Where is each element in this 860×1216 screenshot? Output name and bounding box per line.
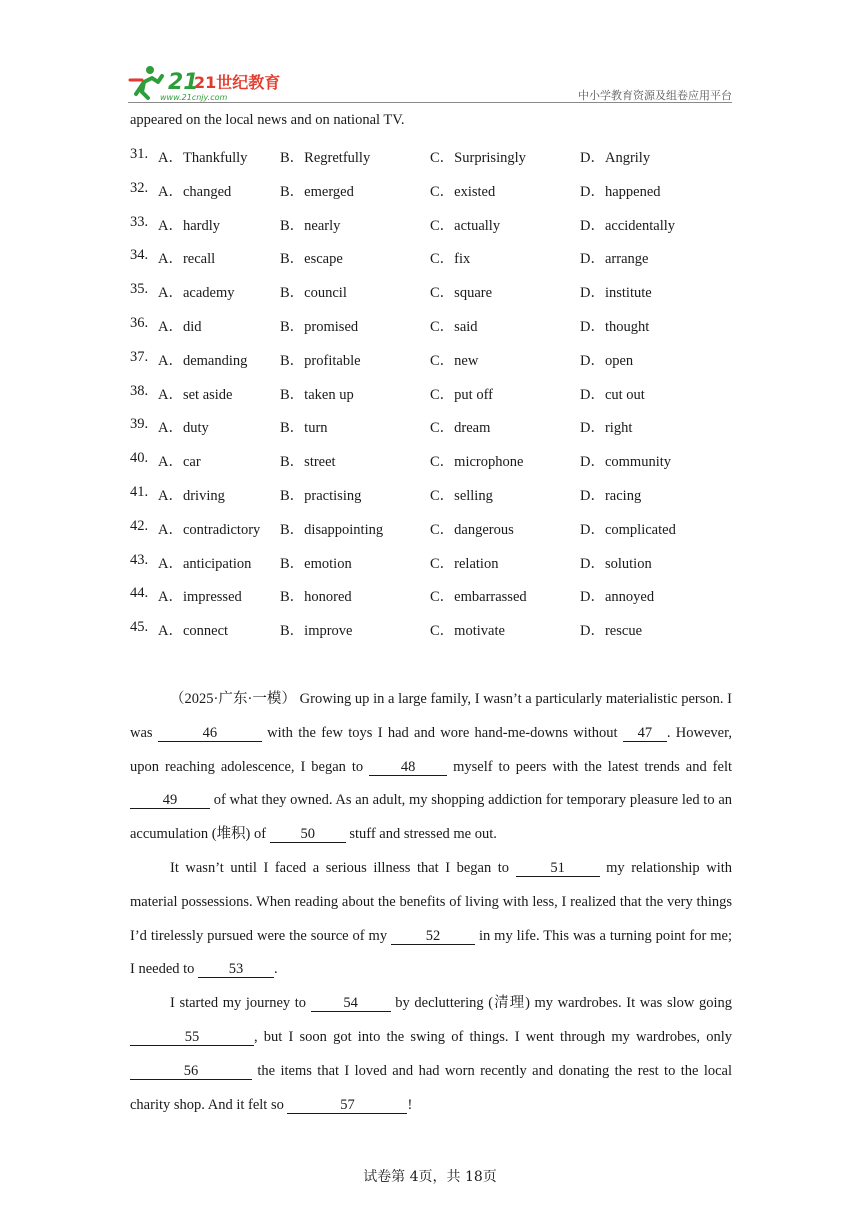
paragraph-1: （2025·广东·一模） Growing up in a large family, I wasn’t a particularly materialistic person. I was 46 with the few toys I had and wore hand-me-downs without 47 . However, upon reaching adolescence, I began to 48 myself to peers with the latest trends and felt 49 of what they owned. As an adult, my shopping addiction for temporary pleasure led to an accumulation (堆积) of 50 stuff and stressed me out.: [130, 691, 733, 843]
option-d[interactable]: D．happened: [580, 183, 661, 200]
page-footer: 试卷第 4页，共 18页: [363, 1169, 497, 1185]
question-number: 41.: [130, 483, 149, 500]
option-b[interactable]: B．improve: [280, 623, 353, 640]
option-a[interactable]: A．did: [158, 318, 202, 335]
blank-51[interactable]: 51: [516, 860, 600, 877]
option-a[interactable]: A．car: [158, 454, 201, 471]
question-row: [130, 518, 734, 552]
option-b[interactable]: B．Regretfully: [280, 150, 371, 166]
blank-47[interactable]: 47: [623, 725, 667, 742]
question-row: [130, 416, 734, 450]
question-row: [130, 619, 734, 653]
option-a[interactable]: A．impressed: [158, 589, 242, 606]
question-row: [130, 214, 734, 248]
option-b[interactable]: B．nearly: [280, 217, 341, 234]
blank-50[interactable]: 50: [270, 826, 346, 843]
option-b[interactable]: B．taken up: [280, 386, 354, 403]
blank-54[interactable]: 54: [311, 995, 391, 1012]
blank-49[interactable]: 49: [130, 792, 210, 809]
question-row: [130, 315, 734, 349]
question-row: [130, 180, 734, 214]
blank-46[interactable]: 46: [158, 725, 262, 742]
option-d[interactable]: D．accidentally: [580, 217, 676, 234]
option-c[interactable]: C．said: [430, 318, 478, 335]
question-row: [130, 247, 734, 281]
question-number: 45.: [130, 619, 149, 636]
option-d[interactable]: D．arrange: [580, 251, 649, 268]
option-c[interactable]: C．dangerous: [430, 521, 514, 538]
question-row: [130, 450, 734, 484]
svg-text:21: 21: [168, 70, 199, 95]
svg-text:21世纪教育: 21世纪教育: [194, 73, 281, 92]
paragraph-2: It wasn’t until I faced a serious illness that I began to 51 my relationship with material possessions. When reading about the benefits of living with less, I realized that the very things I’d tirelessly pursued were the source of my 52 in my life. This was a turning point for me; I needed to 53 .: [130, 859, 732, 978]
blank-52[interactable]: 52: [391, 928, 475, 945]
question-row: [130, 585, 734, 619]
option-c[interactable]: C．Surprisingly: [430, 150, 526, 166]
question-number: 36.: [130, 314, 149, 331]
option-b[interactable]: B．profitable: [280, 352, 361, 369]
option-d[interactable]: D．open: [580, 352, 634, 369]
question-number: 40.: [130, 450, 149, 467]
option-d[interactable]: D．community: [580, 454, 672, 471]
option-d[interactable]: D．rescue: [580, 623, 643, 640]
option-d[interactable]: D．complicated: [580, 521, 676, 538]
option-b[interactable]: B．turn: [280, 420, 328, 437]
option-a[interactable]: A．connect: [158, 623, 229, 640]
option-a[interactable]: A．driving: [158, 487, 225, 504]
question-row: [130, 349, 734, 383]
question-row: [130, 484, 734, 518]
option-c[interactable]: C．square: [430, 285, 493, 302]
question-number: 38.: [130, 382, 149, 399]
question-number: 35.: [130, 281, 149, 298]
question-row: [130, 281, 734, 315]
option-b[interactable]: B．promised: [280, 318, 359, 335]
options-list: [130, 146, 734, 653]
option-b[interactable]: B．disappointing: [280, 521, 384, 538]
option-c[interactable]: C．selling: [430, 487, 493, 504]
blank-56[interactable]: 56: [130, 1063, 252, 1080]
question-number: 42.: [130, 517, 149, 534]
option-d[interactable]: D．Angrily: [580, 150, 651, 166]
blank-55[interactable]: 55: [130, 1029, 254, 1046]
option-a[interactable]: A．recall: [158, 251, 216, 268]
option-c[interactable]: C．relation: [430, 555, 499, 572]
option-a[interactable]: A．academy: [158, 285, 235, 302]
option-a[interactable]: A．Thankfully: [158, 150, 248, 166]
option-a[interactable]: A．duty: [158, 420, 209, 437]
option-d[interactable]: D．thought: [580, 318, 650, 335]
option-c[interactable]: C．dream: [430, 420, 491, 437]
option-a[interactable]: A．anticipation: [158, 555, 252, 572]
option-a[interactable]: A．set aside: [158, 386, 233, 403]
option-d[interactable]: D．cut out: [580, 386, 645, 403]
option-c[interactable]: C．new: [430, 352, 479, 369]
option-d[interactable]: D．right: [580, 420, 633, 437]
question-number: 34.: [130, 247, 149, 264]
option-c[interactable]: C．motivate: [430, 623, 505, 640]
question-number: 33.: [130, 213, 149, 230]
question-row: [130, 383, 734, 417]
option-c[interactable]: C．existed: [430, 183, 496, 200]
question-number: 31.: [130, 146, 149, 162]
paragraph-3: I started my journey to 54 by decluttering (清理) my wardrobes. It was slow going 55 , but I soon got into the swing of things. I went through my wardrobes, only 56 the items that I loved and had worn recently and donating the rest to the local charity shop. And it felt so 57 !: [130, 995, 732, 1113]
option-d[interactable]: D．racing: [580, 487, 642, 504]
option-b[interactable]: B．emerged: [280, 183, 354, 200]
option-d[interactable]: D．solution: [580, 555, 652, 572]
option-d[interactable]: D．institute: [580, 285, 652, 302]
option-b[interactable]: B．practising: [280, 487, 362, 504]
question-row: [130, 552, 734, 586]
option-c[interactable]: C．put off: [430, 386, 493, 403]
option-c[interactable]: C．actually: [430, 217, 501, 234]
question-number: 43.: [130, 551, 149, 568]
passage-tail-line: appeared on the local news and on national TV.: [130, 112, 405, 128]
question-number: 44.: [130, 585, 149, 602]
option-c[interactable]: C．fix: [430, 251, 471, 268]
option-b[interactable]: B．council: [280, 285, 347, 302]
page-header: [128, 60, 732, 102]
cloze-passage: [130, 683, 732, 1122]
option-b[interactable]: B．escape: [280, 251, 343, 268]
blank-57[interactable]: 57: [287, 1097, 407, 1114]
question-number: 39.: [130, 416, 149, 433]
platform-name: 中小学教育资源及组卷应用平台: [578, 89, 732, 102]
blank-53[interactable]: 53: [198, 961, 274, 978]
option-c[interactable]: C．microphone: [430, 454, 524, 471]
option-d[interactable]: D．annoyed: [580, 589, 655, 606]
option-b[interactable]: B．street: [280, 454, 336, 471]
option-a[interactable]: A．contradictory: [158, 521, 261, 538]
option-c[interactable]: C．embarrassed: [430, 589, 527, 606]
question-number: 37.: [130, 348, 149, 365]
option-a[interactable]: A．demanding: [158, 352, 248, 369]
option-b[interactable]: B．emotion: [280, 555, 352, 572]
option-a[interactable]: A．changed: [158, 183, 232, 200]
logo-url: www.21cnjy.com: [160, 93, 228, 102]
question-number: 32.: [130, 179, 149, 196]
option-a[interactable]: A．hardly: [158, 217, 221, 234]
source-tag: （2025·广东·一模）: [170, 691, 297, 707]
blank-48[interactable]: 48: [369, 759, 447, 776]
question-row: [130, 146, 734, 180]
header-divider: [128, 102, 732, 103]
option-b[interactable]: B．honored: [280, 589, 352, 606]
